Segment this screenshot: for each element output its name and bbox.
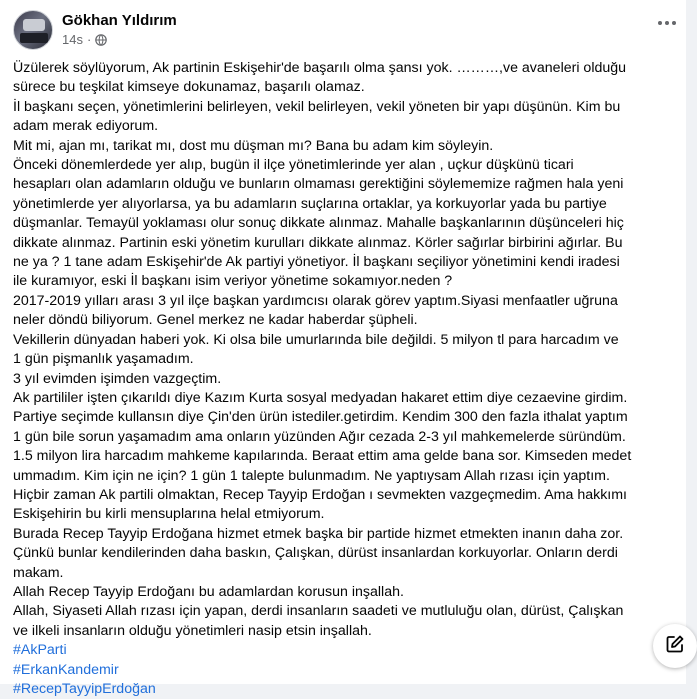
meta-separator: · [86,32,92,47]
post-body [13,59,673,699]
post-paragraph: Allah, Siyaseti Allah rızası için yapan, derdi insanların saadeti ve mutluluğu olan, dürüst, Çalışkan ve ilkeli insanların olduğu yönetimleri nasip etsin inşallah. [13,603,624,639]
post-paragraph: 3 yıl evimden işimden vazgeçtim. [13,370,222,387]
post-paragraph: Üzülerek söylüyorum, Ak partinin Eskişehir'de başarılı olma şansı yok. ………,ve avaneleri olduğu sürece bu teşkilat kimseye dokunamaz, başarılı olamaz. [13,60,627,96]
post-paragraph: 2017-2019 yılları arası 3 yıl ilçe başkan yardımcısı olarak görev yaptım.Siyasi menfaatler uğruna neler döndü biliyorum. Genel merkez ne kadar haberdar şüpheli. [13,292,618,329]
hashtag-akparti[interactable]: #AkParti [13,642,67,659]
post-paragraph: Önceki dönemlerdede yer alıp, bugün il ilçe yönetimlerinde yer alan , uçkur düşkünü ticari hesapları olan adamların olduğu ve bunların olmaması gerektiğini söylememize rağmen hala yeni yönetimlerde yer alıyorlarsa, ya bu adamların suçlarına ortaklar, ya korkuyorlar yada bu partiye düşmanlar. Temayül yoklaması olur sonuç dikkate alınmaz. Mahalle başkanlarının düşünceleri hiç dikkate alınmaz. Partinin eski yönetim kurulları dikkate alınmaz. Körler sağırlar birbirini ağırlar. Bu ne ya ? 1 tane adam Eskişehir'de Ak partiyi yönetiyor. İl başkanı seçiliyor yönetimini kendi iradesi ile kuramıyor, eski İl başkanı isim veriyor yönetime sokamıyor.neden ? [13,157,624,290]
post-paragraph: Partiye seçimde kullansın diye Çin'den ürün istediler.getirdim. Kendim 300 den fazla ithalat yaptım 1 gün bile sorun yaşamadım ama onların yüzünden Ağır cezada 2-3 yıl mahkemelerde süründüm. [13,409,628,445]
author-name[interactable]: Gökhan Yıldırım [62,12,177,29]
post-paragraph: Vekillerin dünyadan haberi yok. Ki olsa bile umurlarında bile değildi. 5 milyon tl para harcadım ve 1 gün pişmanlık yaşamadım. [13,331,619,368]
timestamp[interactable]: 14s [62,32,83,47]
compose-button[interactable] [653,624,697,668]
post-paragraph: Mit mi, ajan mı, tarikat mı, dost mu düşman mı? Bana bu adam kim söyleyin. [13,137,494,154]
post-paragraph: Hiçbir zaman Ak partili olmaktan, Recep Tayyip Erdoğan ı sevmekten vazgeçmedim. Ama hakkımı Eskişehirin bu kirli mensuplarına helal etmiyorum. [13,486,628,523]
post-paragraph: Allah Recep Tayyip Erdoğanı bu adamlardan korusun inşallah. [13,583,404,600]
post-paragraph: 1.5 milyon lira harcadım mahkeme kapılarında. Beraat ettim ama gelde bana sor. Kimseden medet ummadım. Kim için ne için? 1 gün 1 talepte bulunmadım. Ne yaptıysam Allah rızası için yaptım. [13,448,632,484]
hashtag-receptayyiperdogan[interactable]: #RecepTayyipErdoğan [13,681,156,697]
post-paragraph: Ak partililer işten çıkarıldı diye Kazım Kurta sosyal medyadan hakaret ettim diye cezaevine girdim. [13,389,628,406]
more-options-icon[interactable] [649,13,685,33]
post-meta [62,32,107,47]
post-paragraph: İl başkanı seçen, yönetimlerini belirleyen, vekil belirleyen, vekil yöneten bir yapı düşünün. Kim bu adam merak ediyorum. [13,98,621,135]
compose-icon [665,634,685,659]
hashtag-erkankandemir[interactable]: #ErkanKandemir [13,661,119,678]
avatar[interactable] [13,10,53,50]
post-paragraph: Burada Recep Tayyip Erdoğana hizmet etmek başka bir partide hizmet etmekten inanın daha zor. Çünkü bunlar kendilerinden daha baskın, Çalışkan, dürüst insanlardan korkuyorlar. Onların derdi makam. [13,525,624,581]
globe-icon [95,34,107,46]
